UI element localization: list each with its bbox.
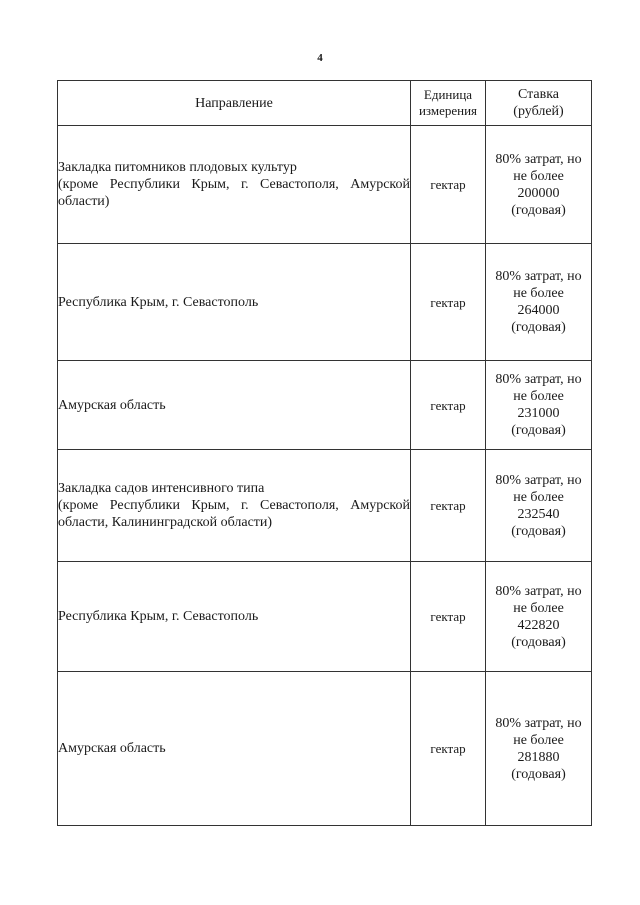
unit-cell: гектар	[411, 562, 486, 672]
table-row	[58, 244, 592, 361]
direction-title: Республика Крым, г. Севастополь	[58, 609, 259, 624]
rate-line: не более	[513, 732, 564, 748]
rates-table	[57, 80, 592, 826]
rate-value: 200000	[517, 185, 560, 201]
header-unit-line1: Единица	[423, 87, 473, 102]
direction-cell	[58, 244, 411, 361]
rate-value: 422820	[517, 617, 560, 633]
header-direction-label: Направление	[195, 95, 273, 111]
rate-line: не более	[513, 168, 564, 184]
header-rate	[486, 81, 592, 126]
rate-cell	[486, 361, 592, 450]
rate-line: 80% затрат, но	[495, 269, 582, 284]
rate-line: не более	[513, 600, 564, 616]
rate-line: 80% затрат, но	[495, 715, 582, 731]
direction-title: Амурская область	[58, 741, 166, 756]
rate-cell	[486, 450, 592, 562]
unit-cell: гектар	[411, 126, 486, 244]
table-row	[58, 562, 592, 672]
rate-line: 80% затрат, но	[495, 583, 582, 599]
direction-note: (кроме Республики Крым, г. Севастополя, Амурской области, Калининградской области)	[58, 498, 410, 530]
unit-cell: гектар	[411, 672, 486, 826]
rate-line: 80% затрат, но	[495, 151, 582, 167]
direction-cell	[58, 562, 411, 672]
rate-line: не более	[513, 286, 564, 301]
rate-period: (годовая)	[511, 523, 566, 539]
direction-cell	[58, 126, 411, 244]
direction-cell	[58, 450, 411, 562]
direction-title: Республика Крым, г. Севастополь	[58, 294, 259, 310]
rate-value: 231000	[517, 406, 560, 421]
rate-cell	[486, 244, 592, 361]
rate-value: 264000	[517, 303, 560, 318]
rate-line: 80% затрат, но	[495, 472, 582, 488]
rate-line: 80% затрат, но	[495, 372, 582, 387]
direction-cell	[58, 361, 411, 450]
rate-line: не более	[513, 489, 564, 505]
direction-cell	[58, 672, 411, 826]
table-row	[58, 126, 592, 244]
table-row	[58, 672, 592, 826]
rate-value: 281880	[517, 749, 560, 765]
rate-period: (годовая)	[511, 634, 566, 650]
rate-line: не более	[513, 389, 564, 404]
table-row	[58, 361, 592, 450]
unit-cell: гектар	[411, 450, 486, 562]
direction-note: (кроме Республики Крым, г. Севастополя, Амурской области)	[58, 177, 410, 209]
header-direction	[58, 81, 411, 126]
rate-period: (годовая)	[511, 423, 566, 438]
direction-title: Закладка садов интенсивного типа	[58, 481, 265, 496]
page-number: 4	[317, 52, 323, 64]
rate-value: 232540	[517, 506, 560, 522]
unit-cell: гектар	[411, 244, 486, 361]
rate-period: (годовая)	[511, 320, 566, 335]
rate-cell	[486, 562, 592, 672]
header-rate-line2: (рублей)	[513, 104, 564, 119]
table-row	[58, 450, 592, 562]
header-rate-line1: Ставка	[517, 87, 560, 102]
direction-title: Амурская область	[58, 397, 166, 413]
rate-period: (годовая)	[511, 766, 566, 782]
rate-period: (годовая)	[511, 202, 566, 218]
unit-cell: гектар	[411, 361, 486, 450]
header-unit	[411, 81, 486, 126]
rate-cell	[486, 672, 592, 826]
rate-cell	[486, 126, 592, 244]
header-unit-line2: измерения	[418, 103, 478, 118]
direction-title: Закладка питомников плодовых культур	[58, 160, 297, 175]
table-header-row	[58, 81, 592, 126]
